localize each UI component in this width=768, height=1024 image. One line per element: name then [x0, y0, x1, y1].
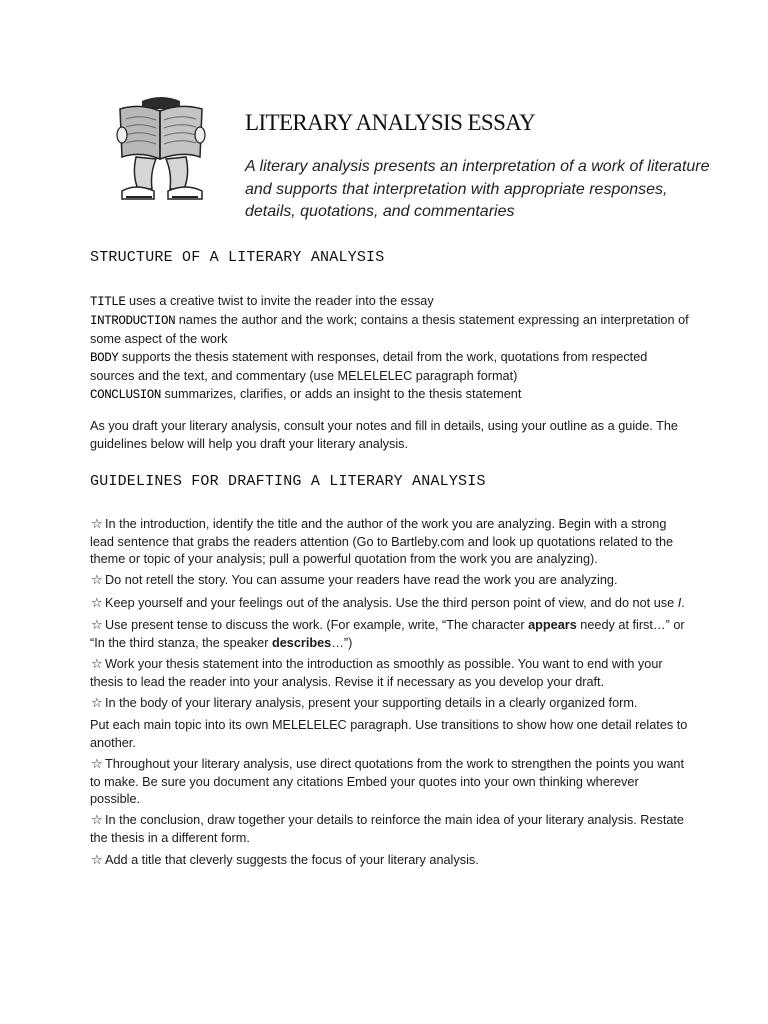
guideline-text: In the body of your literary analysis, present your supporting details in a clearly organized form. — [105, 696, 638, 710]
structure-term: BODY — [90, 351, 119, 365]
structure-term: TITLE — [90, 295, 126, 309]
structure-item — [90, 311, 690, 348]
guideline-item — [90, 595, 690, 613]
star-icon: ☆ — [91, 517, 103, 532]
guideline-item — [90, 695, 690, 713]
guideline-emphasis: appears — [528, 618, 577, 632]
structure-item — [90, 292, 690, 311]
structure-heading: STRUCTURE OF A LITERARY ANALYSIS — [90, 249, 385, 266]
structure-item — [90, 348, 690, 385]
structure-text: supports the thesis statement with responses, detail from the work, quotations from respected sources and the text, and commentary (use MELELELEC paragraph format) — [90, 350, 648, 383]
guideline-text: …”) — [331, 635, 353, 650]
star-icon: ☆ — [91, 853, 103, 868]
guideline-text: Work your thesis statement into the introduction as smoothly as possible. You want to end with your thesis to lead the reader into your analysis. Revise it if necessary as you develop your draft. — [90, 657, 663, 689]
star-icon: ☆ — [91, 696, 103, 711]
guidelines-heading: GUIDELINES FOR DRAFTING A LITERARY ANALYSIS — [90, 473, 486, 490]
star-icon: ☆ — [91, 573, 103, 588]
guideline-emphasis: I — [677, 596, 682, 610]
star-icon: ☆ — [91, 813, 103, 828]
structure-term: INTRODUCTION — [90, 314, 176, 328]
structure-text: names the author and the work; contains a thesis statement expressing an interpretation of some aspect of the work — [90, 313, 689, 346]
reading-child-illustration — [112, 95, 210, 203]
document-subtitle: A literary analysis presents an interpretation of a work of literature and supports that interpretation with appropriate responses, details, quotations, and commentaries — [245, 158, 710, 220]
guideline-item — [90, 572, 690, 590]
guideline-text: Throughout your literary analysis, use direct quotations from the work to strengthen the points you want to make. Be sure you document any citations Embed your quotes into your own thinking wherever possible. — [90, 757, 684, 806]
guideline-text: In the conclusion, draw together your details to reinforce the main idea of your literary analysis. Restate the thesis in a different form. — [90, 813, 684, 845]
guideline-text: Do not retell the story. You can assume your readers have read the work you are analyzing. — [105, 573, 618, 587]
structure-text: summarizes, clarifies, or adds an insight to the thesis statement — [161, 387, 522, 401]
structure-term: CONCLUSION — [90, 388, 162, 402]
drafting-paragraph: As you draft your literary analysis, consult your notes and fill in details, using your outline as a guide. The guidelines below will help you draft your literary analysis. — [90, 419, 678, 451]
structure-list — [90, 292, 690, 404]
guideline-text: . — [681, 596, 685, 610]
guideline-text: Use present tense to discuss the work. (For example, write, “The character — [105, 618, 529, 632]
star-icon: ☆ — [91, 596, 103, 611]
guideline-item — [90, 617, 690, 652]
guideline-item — [90, 852, 690, 870]
guideline-emphasis: describes — [271, 635, 332, 650]
star-icon: ☆ — [91, 657, 103, 672]
guideline-item — [90, 812, 690, 847]
structure-text: uses a creative twist to invite the reader into the essay — [125, 294, 434, 308]
guideline-text: In the introduction, identify the title and the author of the work you are analyzing. Begin with a strong lead sentence that grabs the readers attention (Go to Bartleby.com and look up quotations related to the theme or topic of your analysis; pull a powerful quotation from the work you are analyzing). — [90, 517, 674, 566]
structure-item — [90, 385, 690, 404]
guideline-text: Keep yourself and your feelings out of the analysis. Use the third person point of view, and do not use — [105, 596, 678, 610]
guideline-note: Put each main topic into its own MELELELEC paragraph. Use transitions to show how one detail relates to another. — [90, 718, 688, 750]
star-icon: ☆ — [91, 757, 103, 772]
guideline-item — [90, 756, 690, 809]
document-title: LITERARY ANALYSIS ESSAY — [245, 110, 536, 135]
guideline-item — [90, 656, 690, 691]
guideline-item — [90, 516, 690, 569]
star-icon: ☆ — [91, 618, 103, 633]
guideline-text: needy at first…” or “In the third stanza, the speaker — [90, 618, 685, 650]
guideline-text: Add a title that cleverly suggests the focus of your literary analysis. — [105, 853, 479, 867]
